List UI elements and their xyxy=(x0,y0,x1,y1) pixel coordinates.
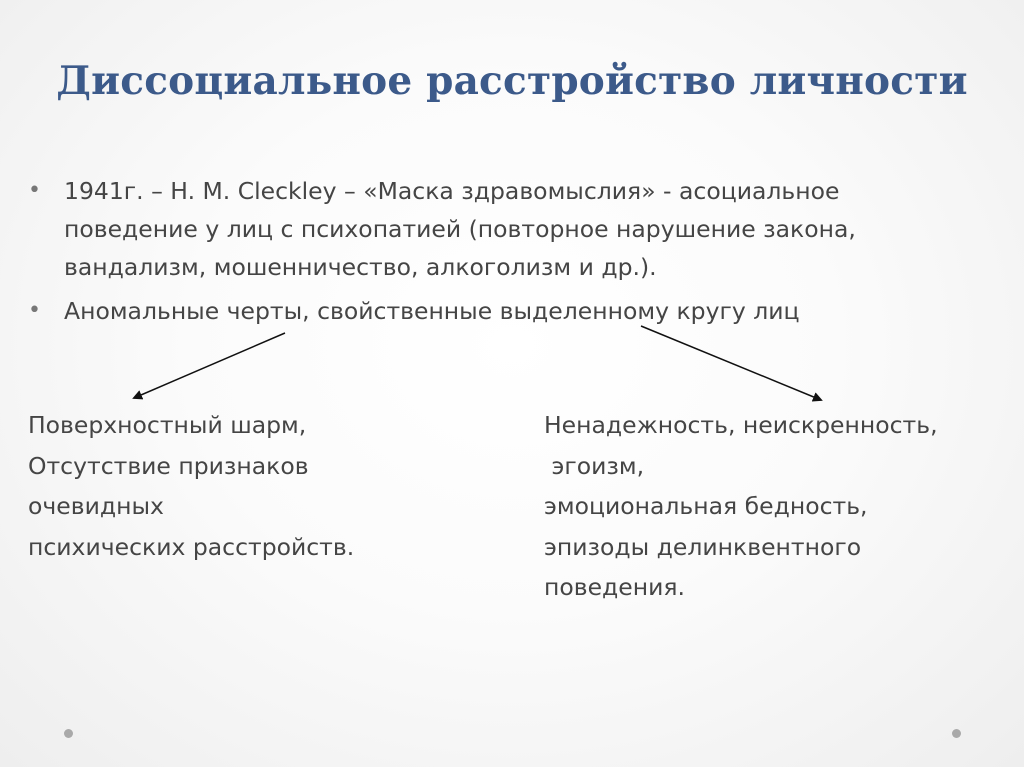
trait-line: поведения. xyxy=(544,573,685,601)
bullet-line: поведение у лиц с психопатией (повторное нарушение закона, xyxy=(64,215,856,243)
bullet-item-anomalous-traits xyxy=(28,292,1008,330)
right-column-traits xyxy=(544,405,938,608)
bullet-marker: • xyxy=(28,178,41,203)
slide-title: Диссоциальное расстройство личности xyxy=(56,58,968,104)
trait-line: психических расстройств. xyxy=(28,532,355,561)
bullet-marker: • xyxy=(28,298,41,323)
trait-line: эпизоды делинквентного xyxy=(544,532,862,561)
left-column-traits xyxy=(28,405,354,567)
trait-line: очевидных xyxy=(28,492,164,520)
arrow-left xyxy=(134,333,285,398)
trait-line: Поверхностный шарм, xyxy=(28,411,307,439)
footer-dot-left-icon xyxy=(64,729,73,738)
trait-line: эмоциональная бедность, xyxy=(544,492,868,520)
bullet-list xyxy=(28,172,1008,336)
trait-line: эгоизм, xyxy=(544,451,645,480)
bullet-line: 1941г. – H. M. Cleckley – «Маска здравомыслия» - асоциальное xyxy=(64,177,840,205)
bullet-item-cleckley xyxy=(28,172,1008,286)
bullet-line: вандализм, мошенничество, алкоголизм и др.). xyxy=(64,253,657,281)
bullet-line: Аномальные черты, свойственные выделенному кругу лиц xyxy=(64,297,800,325)
arrow-right xyxy=(641,326,821,400)
trait-line: Ненадежность, неискренность, xyxy=(544,411,938,439)
trait-line: Отсутствие признаков xyxy=(28,451,309,480)
footer-dot-right-icon xyxy=(952,729,961,738)
